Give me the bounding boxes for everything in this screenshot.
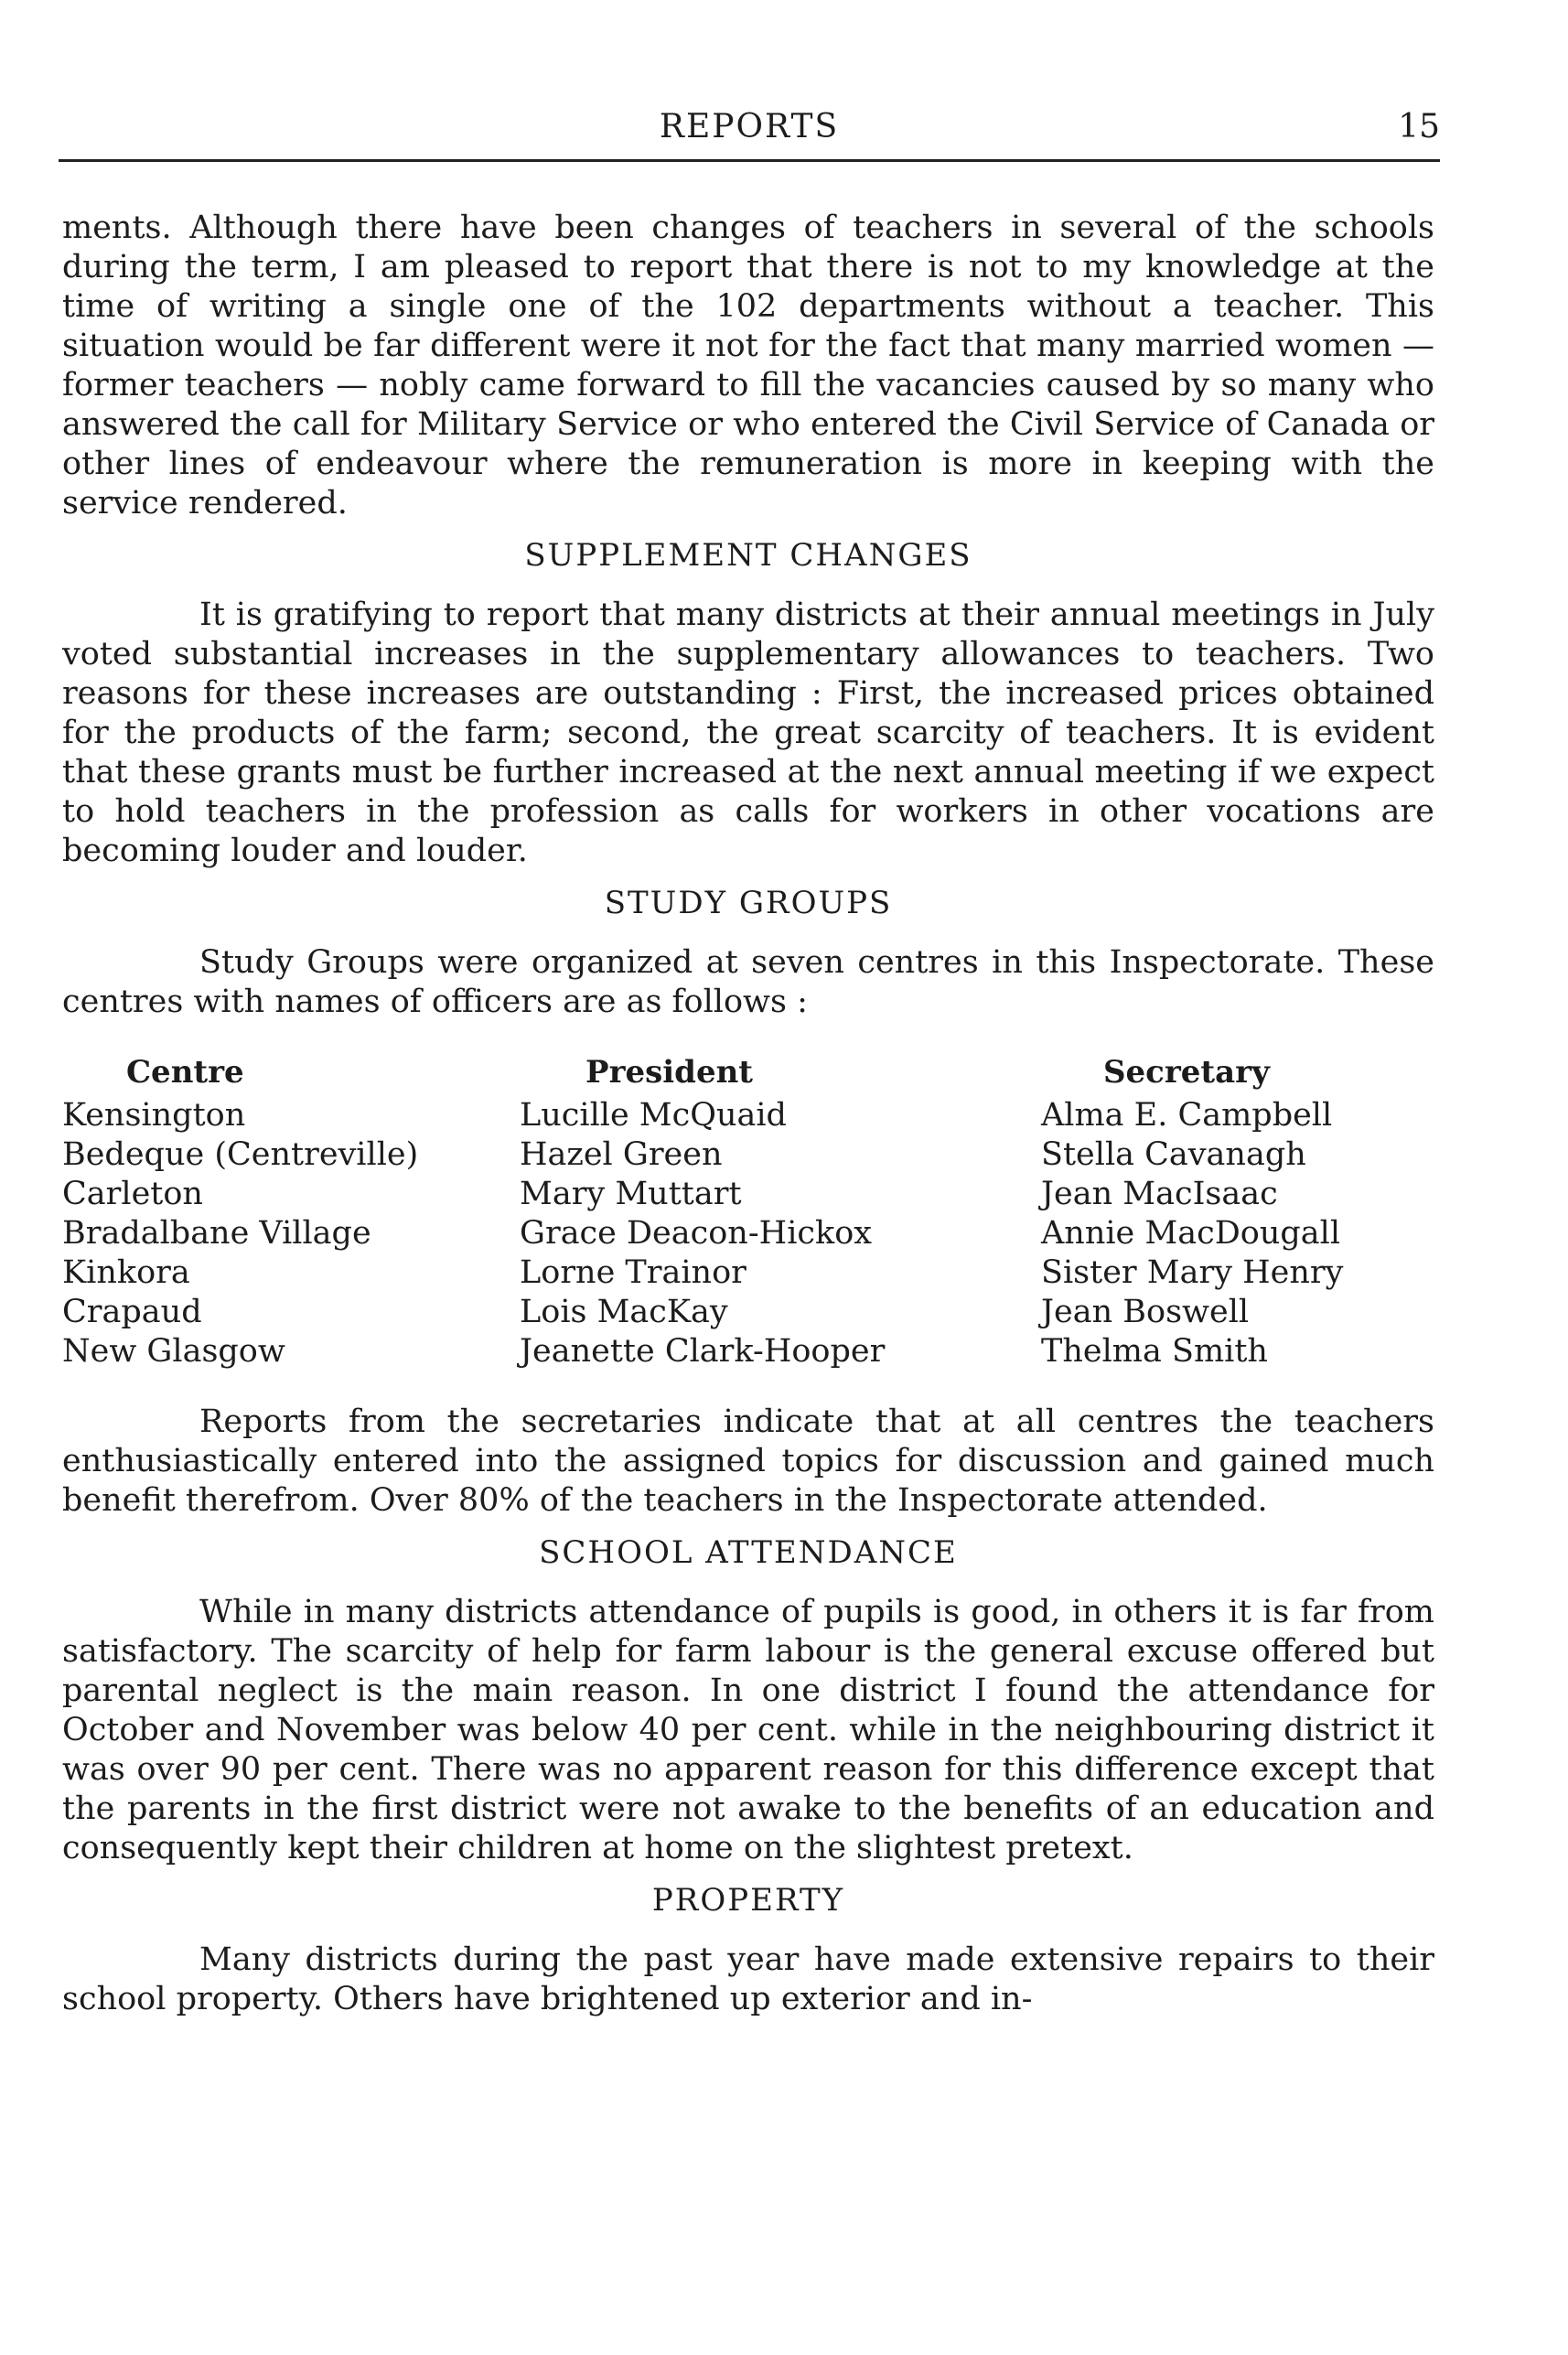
paragraph-school-attendance: While in many districts attendance of pupils is good, in others it is far from satisfactory. The scarcity of help for farm labour is the general excuse offered but parental neglect is the main reason. In one district I found the attendance for October and November was below 40 per cent. while in the neighbouring district it was over 90 per cent. There was no apparent reason for this difference except that the parents in the first district were not awake to the benefits of an education and consequently kept their children at home on the slightest pretext. [62,1594,1434,1866]
table-row [62,1214,1434,1253]
secretary-cell: Annie MacDougall [1041,1215,1341,1252]
president-cell: Grace Deacon-Hickox [520,1215,873,1252]
president-cell: Mary Muttart [520,1176,742,1212]
centre-cell: Bradalbane Village [62,1215,371,1252]
running-title: REPORTS [659,108,840,145]
secretary-cell: Stella Cavanagh [1041,1136,1306,1173]
table-row [62,1253,1434,1293]
heading-supplement-changes: SUPPLEMENT CHANGES [524,537,972,574]
centre-cell: Kensington [62,1097,246,1134]
secretary-cell: Alma E. Campbell [1041,1097,1333,1134]
paragraph-teachers-continuation: ments. Although there have been changes of teachers in several of the schools during the term, I am pleased to report that there is not to my knowledge at the time of writing a single one of the 102 departments without a teacher. This situation would be far different were it not for the fact that many married women — former teachers — nobly came forward to fill the vacancies caused by so many who answered the call for Military Service or who entered the Civil Service of Canada or other lines of endeavour where the remuneration is more in keeping with the service rendered. [62,210,1434,522]
paragraph-supplement-changes: It is gratifying to report that many districts at their annual meetings in July voted substantial increases in the supplementary allowances to teachers. Two reasons for these increases are outstanding : First, the increased prices obtained for the products of the farm; second, the great scarcity of teachers. It is evident that these grants must be further increased at the next annual meeting if we expect to hold teachers in the profession as calls for workers in other vocations are becoming louder and louder. [62,597,1434,869]
secretary-cell: Jean MacIsaac [1041,1176,1278,1212]
table-row [62,1293,1434,1332]
centre-cell: Carleton [62,1176,203,1212]
centre-cell: Kinkora [62,1254,190,1291]
running-header [59,108,1440,162]
centre-cell: New Glasgow [62,1333,285,1370]
centre-cell: Bedeque (Centreville) [62,1136,419,1173]
column-header-president: President [585,1054,753,1091]
body-text [62,209,1434,2019]
heading-school-attendance: SCHOOL ATTENDANCE [539,1534,958,1571]
heading-property: PROPERTY [651,1882,845,1919]
secretary-cell: Thelma Smith [1041,1333,1268,1370]
paragraph-study-groups: Study Groups were organized at seven centres in this Inspectorate. These centres with names of officers are as follows : [62,944,1434,1020]
secretary-cell: Jean Boswell [1041,1294,1250,1330]
study-groups-table [62,1053,1434,1371]
centre-cell: Crapaud [62,1294,202,1330]
column-header-secretary: Secretary [1103,1054,1270,1091]
table-header-row [62,1053,1434,1096]
president-cell: Jeanette Clark-Hooper [520,1333,886,1370]
page-number: 15 [1398,108,1440,145]
president-cell: Lois MacKay [520,1294,728,1330]
table-row [62,1332,1434,1371]
column-header-centre: Centre [126,1054,244,1091]
paragraph-study-groups-reports: Reports from the secretaries indicate that at all centres the teachers enthusiastically entered into the assigned topics for discussion and gained much benefit therefrom. Over 80% of the teachers in the Inspectorate attended. [62,1403,1434,1519]
secretary-cell: Sister Mary Henry [1041,1254,1344,1291]
president-cell: Hazel Green [520,1136,723,1173]
table-row [62,1096,1434,1135]
table-row [62,1175,1434,1214]
president-cell: Lucille McQuaid [520,1097,787,1134]
heading-study-groups: STUDY GROUPS [604,885,893,921]
table-row [62,1135,1434,1175]
president-cell: Lorne Trainor [520,1254,746,1291]
paragraph-property: Many districts during the past year have made extensive repairs to their school property. Others have brightened up exterior and in- [62,1941,1434,2017]
